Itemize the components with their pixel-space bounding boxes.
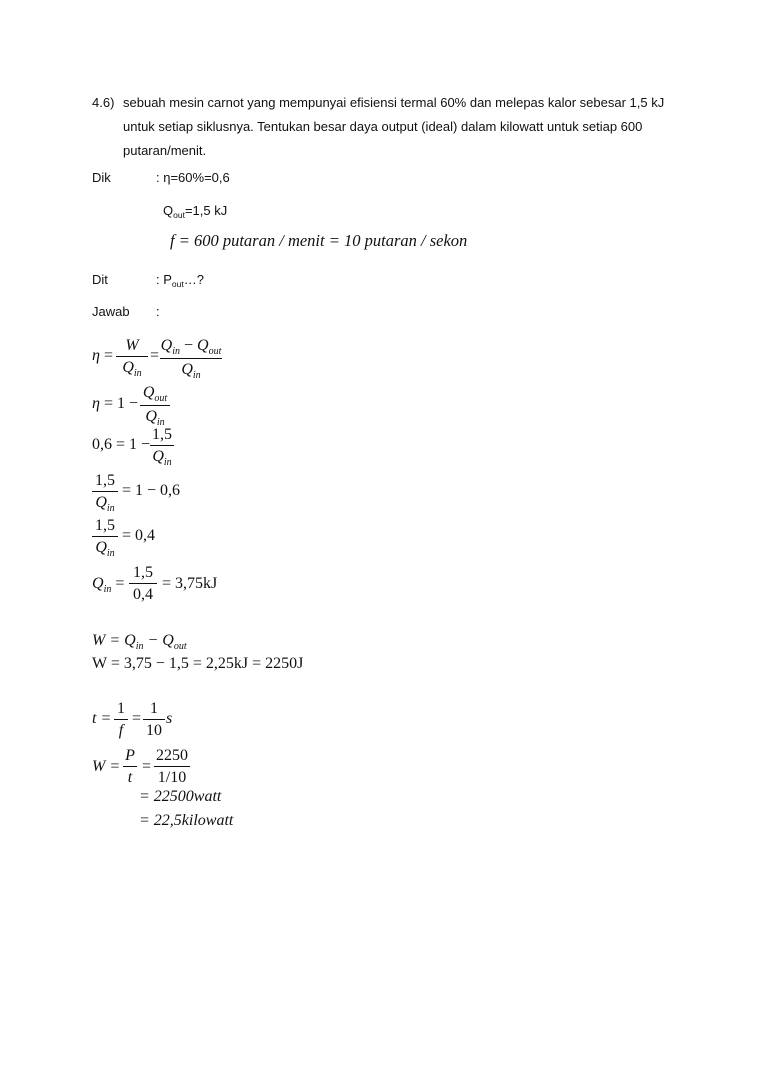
eq6-fraction	[129, 564, 157, 604]
frequency-expression: = 600 putaran / menit = 10 putaran / sekon	[178, 231, 468, 250]
eta-symbol: η	[92, 395, 100, 412]
problem-line-1: sebuah mesin carnot yang mempunyai efisiensi termal 60% dan melepas kalor sebesar 1,5 kJ	[123, 95, 665, 110]
eq10-denominator-1: t	[127, 769, 133, 786]
eq9-denominator-2: 10	[146, 722, 162, 739]
eq9-denominator-1: f	[118, 722, 124, 739]
fraction-bar	[116, 356, 148, 357]
dik-frequency	[170, 231, 467, 251]
eq10-fraction-2	[154, 747, 190, 787]
dit-ellipsis: …?	[183, 272, 204, 287]
eq8-work-value: W = 3,75 − 1,5 = 2,25kJ = 2250J	[92, 655, 304, 672]
eq7-work-definition: $W = Q_{in} - Q_{out}$	[92, 632, 187, 652]
eq2-lhs	[92, 395, 138, 413]
jawab-colon: :	[156, 304, 160, 319]
eq9-equals: =	[132, 710, 142, 727]
eq11-power-watt: = 22500watt	[139, 788, 222, 805]
f-symbol: f	[170, 231, 175, 250]
eq1-lhs	[92, 347, 113, 365]
equals-one-minus: = 1 −	[103, 395, 138, 412]
problem-number: 4.6)	[92, 95, 115, 110]
eq1-equals-2: =	[150, 347, 160, 364]
eq4-rhs: = 1 − 0,6	[122, 482, 181, 499]
eq6-rhs: = 3,75kJ	[162, 575, 218, 592]
eq4-numerator: 1,5	[95, 472, 115, 489]
eq3-fraction	[150, 426, 174, 468]
eq2-fraction	[140, 384, 170, 428]
dit-question	[156, 272, 204, 287]
q-symbol: Q	[163, 203, 174, 218]
eq6-numerator: 1,5	[133, 564, 153, 581]
fraction-bar	[114, 719, 128, 720]
eq1-numerator-a: W	[125, 337, 139, 354]
eq6-lhs: $Q_{in}$ =	[92, 575, 125, 595]
dik-efficiency: : η=60%=0,6	[156, 170, 230, 185]
eq5-rhs: = 0,4	[122, 527, 156, 544]
eq9-numerator-2: 1	[150, 700, 158, 717]
fraction-bar	[154, 766, 190, 767]
eq3-denominator: $Q_{in}$	[152, 448, 172, 468]
problem-line-3: putaran/menit.	[123, 143, 207, 158]
eq3-numerator: 1,5	[152, 426, 172, 443]
eq10-numerator-2: 2250	[156, 747, 188, 764]
eq2-denominator: $Q_{in}$	[145, 408, 165, 428]
jawab-label: Jawab	[92, 304, 130, 319]
fraction-bar	[140, 405, 170, 406]
fraction-bar	[92, 536, 118, 537]
dik-heat-out	[163, 203, 227, 218]
eq12-power-kilowatt: = 22,5kilowatt	[139, 812, 234, 829]
fraction-bar	[150, 445, 174, 446]
fraction-bar	[143, 719, 165, 720]
eq1-denominator-a: $Q_{in}$	[122, 359, 142, 379]
eq5-fraction	[92, 517, 118, 559]
eq9-fraction-1	[114, 700, 128, 740]
dik-label: Dik	[92, 170, 111, 185]
fraction-bar	[123, 766, 137, 767]
eq10-numerator-1: P	[125, 747, 135, 764]
fraction-bar	[92, 491, 118, 492]
q-subscript: out	[173, 210, 185, 220]
dit-p: : P	[156, 272, 172, 287]
eq5-denominator: $Q_{in}$	[95, 539, 115, 559]
q-value: =1,5 kJ	[184, 203, 228, 218]
eq1-fraction-a	[116, 337, 148, 379]
eq1-numerator-b: $Q_{in} - Q_{out}$	[160, 337, 222, 357]
eq10-lhs: W =	[92, 758, 121, 775]
dit-label: Dit	[92, 272, 108, 287]
eq1-denominator-b: $Q_{in}$	[181, 361, 201, 381]
eq10-equals: =	[142, 758, 152, 775]
eq5-numerator: 1,5	[95, 517, 115, 534]
eta-symbol: η	[92, 347, 100, 364]
eq9-numerator-1: 1	[117, 700, 125, 717]
eq10-fraction-1	[123, 747, 137, 787]
eq9-lhs: t =	[92, 710, 112, 727]
eq4-denominator: $Q_{in}$	[95, 494, 115, 514]
fraction-bar	[160, 358, 222, 359]
eq6-denominator: 0,4	[133, 586, 153, 603]
eq4-fraction	[92, 472, 118, 514]
eq3-lhs: 0,6 = 1 −	[92, 436, 151, 453]
eq10-denominator-2: 1/10	[157, 769, 187, 786]
problem-line-2: untuk setiap siklusnya. Tentukan besar daya output (ideal) dalam kilowatt untuk setiap 600	[123, 119, 643, 134]
equals-sign: =	[103, 347, 113, 364]
eq9-fraction-2	[143, 700, 165, 740]
eq2-numerator: $Q_{out}$	[142, 384, 168, 404]
eq1-fraction-b	[160, 337, 222, 381]
eq9-unit: s	[166, 710, 173, 727]
dit-p-subscript: out	[171, 279, 184, 289]
fraction-bar	[129, 583, 157, 584]
